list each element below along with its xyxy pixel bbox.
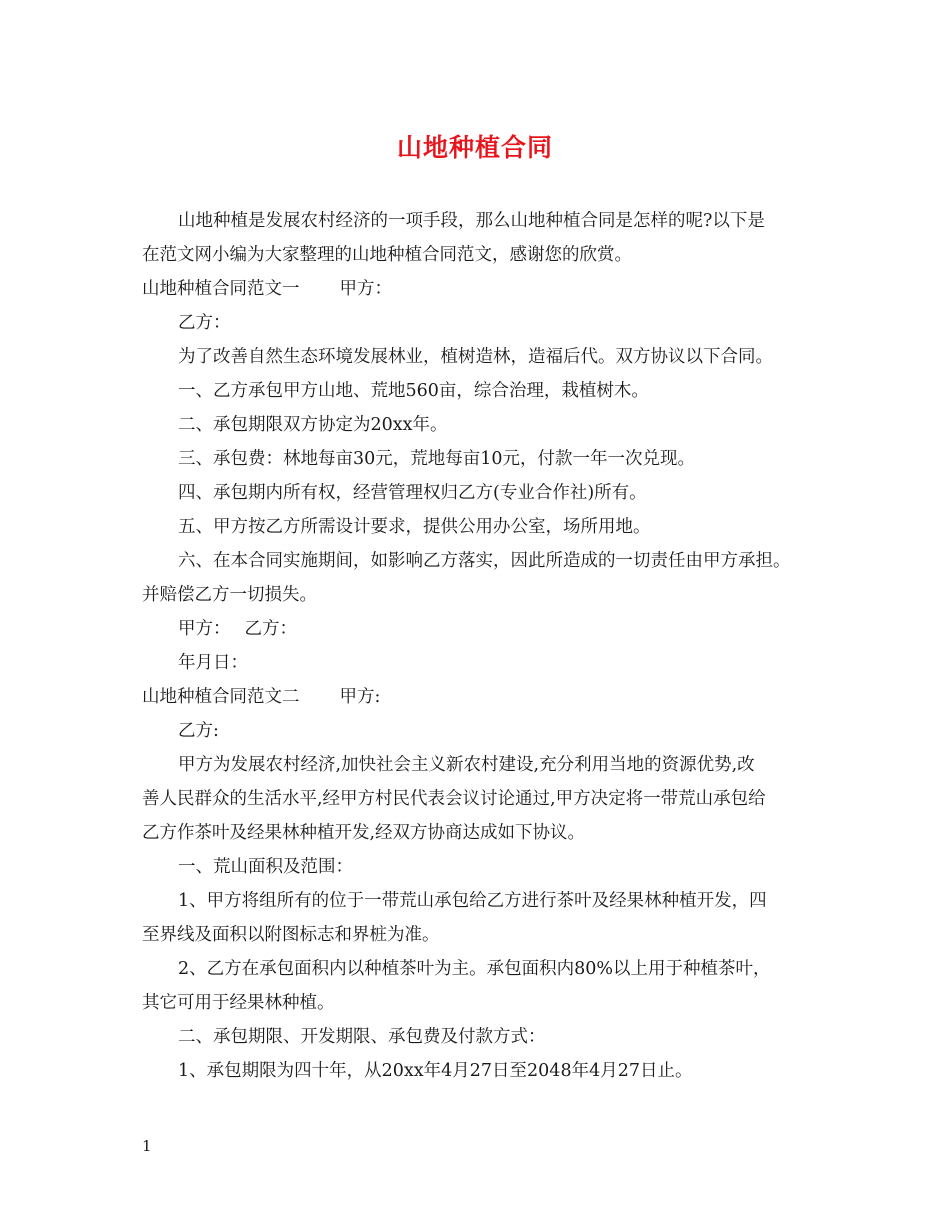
- clause-6: 六、在本合同实施期间，如影响乙方落实，因此所造成的一切责任由甲方承担。: [178, 551, 791, 571]
- clause-5: 五、甲方按乙方所需设计要求，提供公用办公室，场所用地。: [178, 517, 651, 537]
- paragraph: 为了改善自然生态环境发展林业，植树造林，造福后代。双方协议以下合同。: [178, 347, 773, 367]
- document-title: 山地种植合同: [396, 133, 553, 162]
- page-number: 1: [142, 1137, 152, 1155]
- section-two-title: 山地种植合同范文二: [142, 687, 300, 707]
- paragraph-line: 甲方为发展农村经济,加快社会主义新农村建设,充分利用当地的资源优势,改: [178, 755, 755, 775]
- paragraph-line: 善人民群众的生活水平,经甲方村民代表会议讨论通过,甲方决定将一带荒山承包给: [142, 789, 766, 809]
- article-1-item-2: 2、乙方在承包面积内以种植茶叶为主。承包面积内80%以上用于种植茶叶，: [178, 959, 771, 979]
- intro-line-1: 山地种植是发展农村经济的一项手段，那么山地种植合同是怎样的呢?以下是: [178, 211, 765, 231]
- document-body: [142, 204, 822, 1088]
- intro-line-2: 在范文网小编为大家整理的山地种植合同范文，感谢您的欣赏。: [142, 245, 632, 265]
- article-2-heading: 二、承包期限、开发期限、承包费及付款方式：: [178, 1027, 546, 1047]
- signature-party-a: 甲方：: [178, 619, 231, 639]
- clause-6-continued: 并赔偿乙方一切损失。: [142, 585, 317, 605]
- party-a-label: 甲方：: [339, 279, 392, 299]
- article-1-item-2-continued: 其它可用于经果林种植。: [142, 993, 335, 1013]
- date-line: 年月日：: [178, 653, 248, 673]
- article-1-heading: 一、荒山面积及范围：: [178, 857, 353, 877]
- article-1-item-1-continued: 至界线及面积以附图标志和界桩为准。: [142, 925, 440, 945]
- clause-1: 一、乙方承包甲方山地、荒地560亩，综合治理，栽植树木。: [178, 381, 649, 401]
- section-one-heading: [142, 272, 822, 306]
- clause-2: 二、承包期限双方协定为20xx年。: [178, 415, 448, 435]
- clause-3: 三、承包费：林地每亩30元，荒地每亩10元，付款一年一次兑现。: [178, 449, 696, 469]
- party-a-label-2: 甲方:: [339, 687, 381, 707]
- clause-4: 四、承包期内所有权，经营管理权归乙方(专业合作社)所有。: [178, 483, 647, 503]
- party-b-label: 乙方：: [178, 313, 231, 333]
- section-two-heading: [142, 680, 822, 714]
- signature-line: [142, 612, 822, 646]
- signature-party-b: 乙方：: [244, 619, 297, 639]
- party-b-label-2: 乙方:: [178, 721, 219, 741]
- paragraph-line: 乙方作茶叶及经果林种植开发,经双方协商达成如下协议。: [142, 823, 586, 843]
- article-2-item-1: 1、承包期限为四十年，从20xx年4月27日至2048年4月27日止。: [178, 1061, 693, 1081]
- section-one-title: 山地种植合同范文一: [142, 279, 300, 299]
- article-1-item-1: 1、甲方将组所有的位于一带荒山承包给乙方进行茶叶及经果林种植开发，四: [178, 891, 767, 911]
